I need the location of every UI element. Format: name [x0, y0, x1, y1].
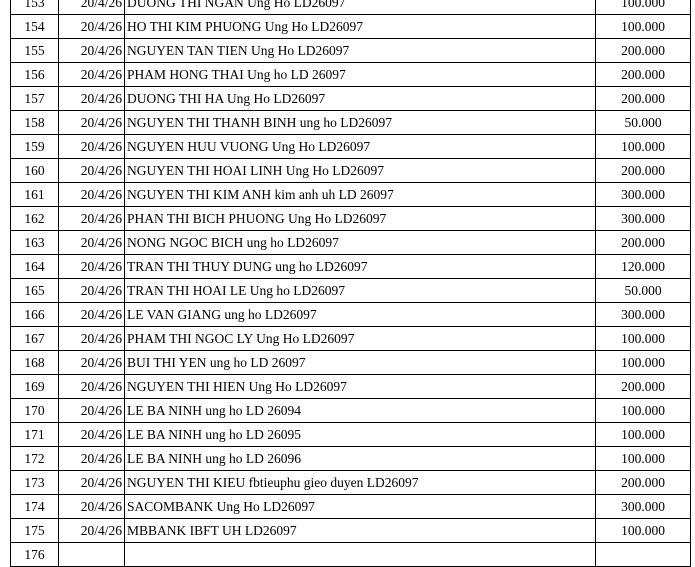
row-date: 20/4/26 [59, 399, 125, 423]
row-amount: 200.000 [596, 87, 691, 111]
table-row [11, 423, 691, 447]
row-date: 20/4/26 [59, 135, 125, 159]
row-amount: 50.000 [596, 279, 691, 303]
table-row [11, 279, 691, 303]
row-amount: 200.000 [596, 231, 691, 255]
row-description: PHAM THI NGOC LY Ung Ho LD26097 [125, 327, 596, 351]
row-number: 175 [11, 519, 59, 543]
table-row [11, 495, 691, 519]
row-number: 156 [11, 63, 59, 87]
row-amount: 100.000 [596, 135, 691, 159]
table-row [11, 183, 691, 207]
row-amount: 300.000 [596, 495, 691, 519]
row-amount: 200.000 [596, 63, 691, 87]
row-description [125, 543, 596, 567]
row-description: LE BA NINH ung ho LD 26094 [125, 399, 596, 423]
row-number: 165 [11, 279, 59, 303]
row-number: 157 [11, 87, 59, 111]
row-date: 20/4/26 [59, 519, 125, 543]
row-amount: 120.000 [596, 255, 691, 279]
row-amount: 50.000 [596, 111, 691, 135]
row-amount: 100.000 [596, 519, 691, 543]
table-row [11, 543, 691, 567]
row-number: 160 [11, 159, 59, 183]
row-description: HO THI KIM PHUONG Ung Ho LD26097 [125, 15, 596, 39]
row-date: 20/4/26 [59, 447, 125, 471]
row-date: 20/4/26 [59, 0, 125, 15]
row-amount: 100.000 [596, 399, 691, 423]
row-number: 176 [11, 543, 59, 567]
row-date: 20/4/26 [59, 231, 125, 255]
row-date: 20/4/26 [59, 423, 125, 447]
table-row [11, 63, 691, 87]
row-description: TRAN THI THUY DUNG ung ho LD26097 [125, 255, 596, 279]
row-date: 20/4/26 [59, 207, 125, 231]
row-description: NGUYEN THI KIM ANH kim anh uh LD 26097 [125, 183, 596, 207]
row-date: 20/4/26 [59, 375, 125, 399]
row-description: DUONG THI HA Ung Ho LD26097 [125, 87, 596, 111]
table-row [11, 39, 691, 63]
row-number: 174 [11, 495, 59, 519]
row-amount: 100.000 [596, 423, 691, 447]
table-row [11, 303, 691, 327]
table-row [11, 87, 691, 111]
row-date: 20/4/26 [59, 471, 125, 495]
row-date: 20/4/26 [59, 279, 125, 303]
row-description: NGUYEN THI THANH BINH ung ho LD26097 [125, 111, 596, 135]
row-description: DUONG THI NGAN Ung Ho LD26097 [125, 0, 596, 15]
row-amount [596, 543, 691, 567]
row-description: BUI THI YEN ung ho LD 26097 [125, 351, 596, 375]
row-description: MBBANK IBFT UH LD26097 [125, 519, 596, 543]
row-number: 166 [11, 303, 59, 327]
row-amount: 100.000 [596, 15, 691, 39]
row-amount: 200.000 [596, 39, 691, 63]
row-description: NGUYEN THI HOAI LINH Ung Ho LD26097 [125, 159, 596, 183]
row-description: TRAN THI HOAI LE Ung ho LD26097 [125, 279, 596, 303]
row-number: 172 [11, 447, 59, 471]
row-date: 20/4/26 [59, 159, 125, 183]
row-amount: 100.000 [596, 351, 691, 375]
table-row [11, 471, 691, 495]
table-row [11, 207, 691, 231]
row-date: 20/4/26 [59, 255, 125, 279]
row-description: PHAN THI BICH PHUONG Ung Ho LD26097 [125, 207, 596, 231]
row-amount: 200.000 [596, 159, 691, 183]
row-number: 154 [11, 15, 59, 39]
row-date: 20/4/26 [59, 183, 125, 207]
row-amount: 300.000 [596, 207, 691, 231]
row-number: 169 [11, 375, 59, 399]
table-row [11, 255, 691, 279]
donation-table [10, 0, 691, 567]
table-row [11, 519, 691, 543]
row-date: 20/4/26 [59, 63, 125, 87]
row-description: LE BA NINH ung ho LD 26096 [125, 447, 596, 471]
row-amount: 100.000 [596, 0, 691, 15]
table-row [11, 327, 691, 351]
row-date: 20/4/26 [59, 39, 125, 63]
row-description: LE VAN GIANG ung ho LD26097 [125, 303, 596, 327]
row-date: 20/4/26 [59, 495, 125, 519]
row-date [59, 543, 125, 567]
row-amount: 300.000 [596, 303, 691, 327]
row-number: 171 [11, 423, 59, 447]
row-number: 168 [11, 351, 59, 375]
row-description: NGUYEN HUU VUONG Ung Ho LD26097 [125, 135, 596, 159]
row-description: LE BA NINH ung ho LD 26095 [125, 423, 596, 447]
row-number: 161 [11, 183, 59, 207]
row-date: 20/4/26 [59, 351, 125, 375]
row-description: SACOMBANK Ung Ho LD26097 [125, 495, 596, 519]
row-number: 155 [11, 39, 59, 63]
row-date: 20/4/26 [59, 327, 125, 351]
row-description: NGUYEN THI HIEN Ung Ho LD26097 [125, 375, 596, 399]
row-number: 158 [11, 111, 59, 135]
row-date: 20/4/26 [59, 15, 125, 39]
table-row [11, 159, 691, 183]
table-row [11, 231, 691, 255]
row-date: 20/4/26 [59, 87, 125, 111]
row-description: PHAM HONG THAI Ung ho LD 26097 [125, 63, 596, 87]
row-description: NGUYEN THI KIEU fbtieuphu gieo duyen LD26097 [125, 471, 596, 495]
row-date: 20/4/26 [59, 303, 125, 327]
row-number: 162 [11, 207, 59, 231]
row-date: 20/4/26 [59, 111, 125, 135]
row-amount: 100.000 [596, 327, 691, 351]
table-row [11, 447, 691, 471]
table-row [11, 351, 691, 375]
row-number: 167 [11, 327, 59, 351]
row-number: 153 [11, 0, 59, 15]
table-row [11, 399, 691, 423]
row-description: NONG NGOC BICH ung ho LD26097 [125, 231, 596, 255]
row-amount: 100.000 [596, 447, 691, 471]
row-description: NGUYEN TAN TIEN Ung Ho LD26097 [125, 39, 596, 63]
row-number: 170 [11, 399, 59, 423]
table-row [11, 111, 691, 135]
table-row [11, 0, 691, 15]
row-number: 164 [11, 255, 59, 279]
row-amount: 200.000 [596, 471, 691, 495]
row-number: 159 [11, 135, 59, 159]
row-amount: 300.000 [596, 183, 691, 207]
row-number: 163 [11, 231, 59, 255]
table-row [11, 135, 691, 159]
row-amount: 200.000 [596, 375, 691, 399]
table-row [11, 15, 691, 39]
table-body [11, 0, 691, 567]
row-number: 173 [11, 471, 59, 495]
table-row [11, 375, 691, 399]
